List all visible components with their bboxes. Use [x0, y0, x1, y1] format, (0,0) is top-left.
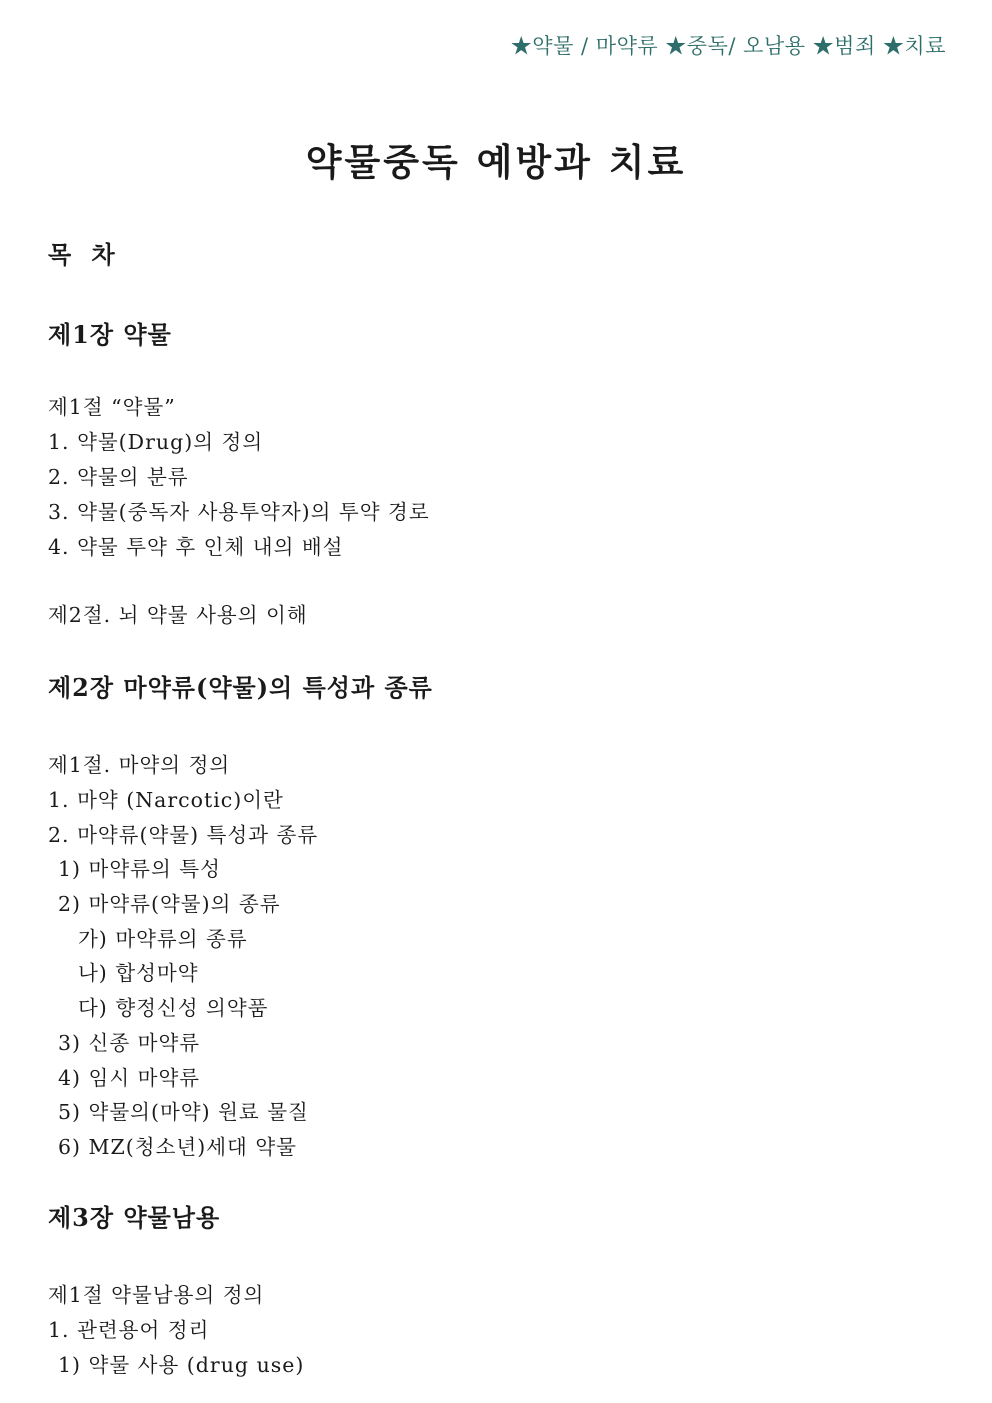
- toc-heading: 목 차: [48, 240, 121, 269]
- toc-item: 4. 약물 투약 후 인체 내의 배설: [48, 535, 344, 559]
- chapter-1-title: 제1장 약물: [48, 320, 172, 349]
- chapter-2-title: 제2장 마약류(약물)의 특성과 종류: [48, 673, 433, 702]
- toc-subsubitem: 나) 합성마약: [78, 961, 199, 985]
- toc-subitem: 2) 마약류(약물)의 종류: [58, 892, 281, 916]
- section-title: 제1절 약물남용의 정의: [48, 1283, 265, 1307]
- toc-item: 1. 약물(Drug)의 정의: [48, 430, 264, 454]
- toc-item: 1. 관련용어 정리: [48, 1318, 210, 1342]
- toc-subsubitem: 가) 마약류의 종류: [78, 927, 248, 951]
- section-title: 제1절. 마약의 정의: [48, 753, 231, 777]
- section-title: 제2절. 뇌 약물 사용의 이해: [48, 603, 308, 627]
- toc-subitem: 1) 마약류의 특성: [58, 857, 221, 881]
- toc-subsubitem: 다) 향정신성 의약품: [78, 996, 269, 1020]
- section-title: 제1절 “약물”: [48, 395, 176, 419]
- toc-subitem: 6) MZ(청소년)세대 약물: [58, 1135, 297, 1159]
- toc-item: 3. 약물(중독자 사용투약자)의 투약 경로: [48, 500, 430, 524]
- toc-subitem: 1) 약물 사용 (drug use): [58, 1353, 305, 1377]
- toc-item: 1. 마약 (Narcotic)이란: [48, 788, 284, 812]
- document-title: 약물중독 예방과 치료: [305, 140, 687, 184]
- toc-subitem: 3) 신종 마약류: [58, 1031, 201, 1055]
- toc-subitem: 5) 약물의(마약) 원료 물질: [58, 1100, 309, 1124]
- toc-item: 2. 마약류(약물) 특성과 종류: [48, 823, 319, 847]
- toc-item: 2. 약물의 분류: [48, 465, 189, 489]
- chapter-3-title: 제3장 약물남용: [48, 1203, 221, 1232]
- toc-subitem: 4) 임시 마약류: [58, 1066, 201, 1090]
- header-tags: ★약물 / 마약류 ★중독/ 오남용 ★범죄 ★치료: [510, 34, 946, 58]
